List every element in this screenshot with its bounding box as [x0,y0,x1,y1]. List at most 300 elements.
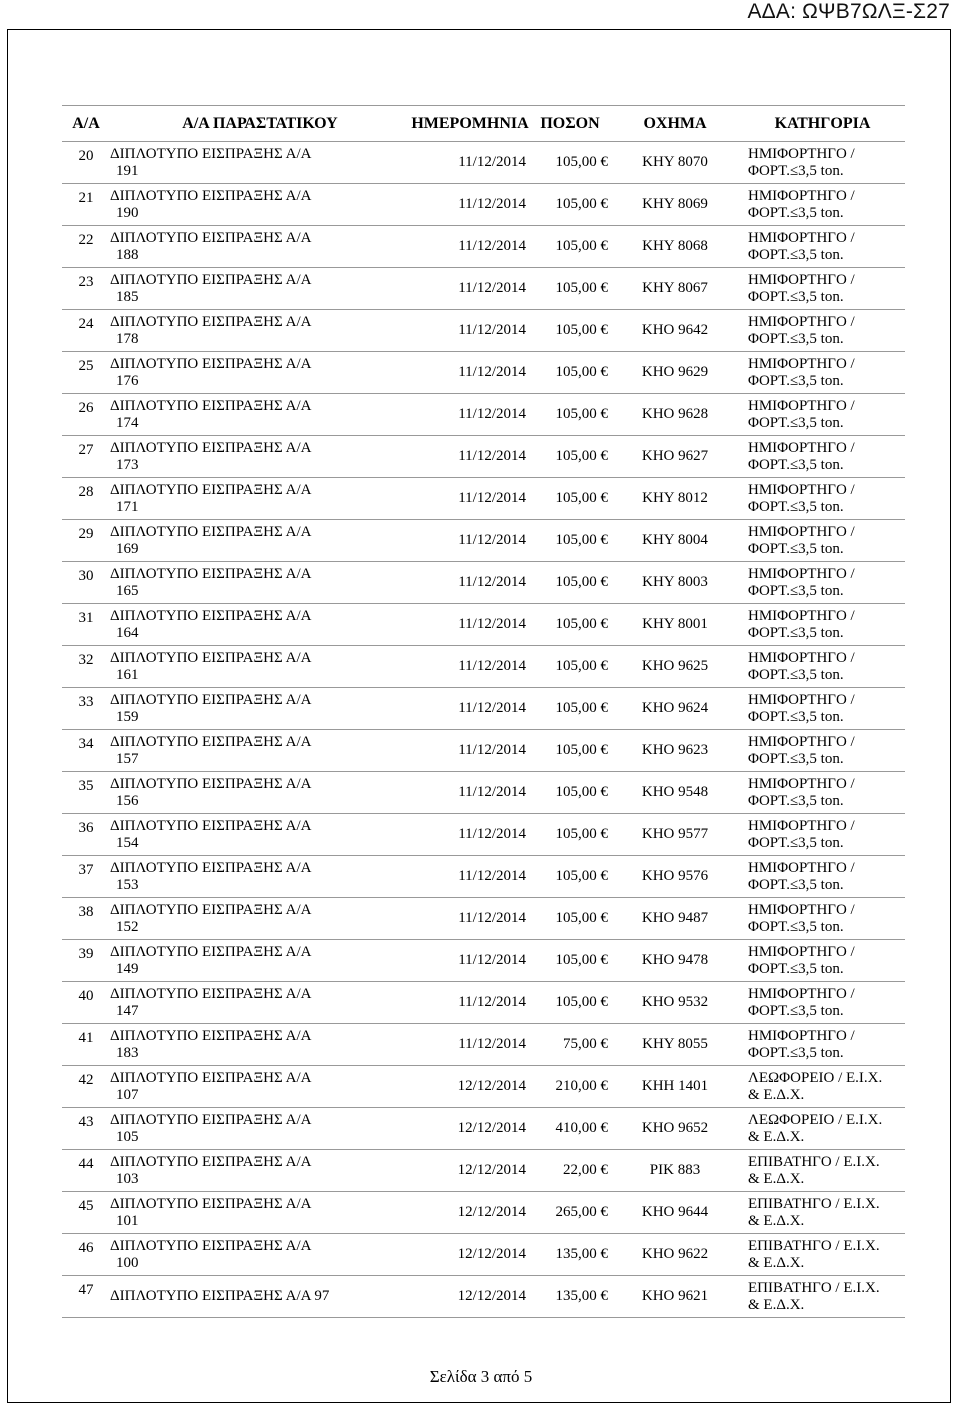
category-line2: ΦΟΡΤ.≤3,5 ton. [748,1002,844,1019]
category-line2: ΦΟΡΤ.≤3,5 ton. [748,918,844,935]
document-ref-number: 183 [116,1044,139,1061]
amount-cell: 105,00 € [555,490,608,506]
row-number-text: 33 [78,694,94,710]
date-cell: 11/12/2014 [458,1036,526,1052]
category-cell [740,1192,905,1234]
header-aa: Α/Α [62,106,110,142]
amount-cell: 105,00 € [555,364,608,380]
amount-cell: 105,00 € [555,154,608,170]
document-ref-line1: ΔΙΠΛΟΤΥΠΟ ΕΙΣΠΡΑΞΗΣ Α/Α [110,439,312,456]
category-line1: ΗΜΙΦΟΡΤΗΓΟ / [748,859,855,876]
category-line1: ΕΠΙΒΑΤΗΓΟ / Ε.Ι.Χ. [748,1153,880,1170]
document-ref [110,856,410,898]
category-line1: ΗΜΙΦΟΡΤΗΓΟ / [748,817,855,834]
document-ref-line1: ΔΙΠΛΟΤΥΠΟ ΕΙΣΠΡΑΞΗΣ Α/Α [110,733,312,750]
document-ref [110,940,410,982]
category-line1: ΗΜΙΦΟΡΤΗΓΟ / [748,271,855,288]
document-ref [110,1108,410,1150]
document-ref [110,898,410,940]
category-cell [740,982,905,1024]
category-line1: ΗΜΙΦΟΡΤΗΓΟ / [748,187,855,204]
amount-cell: 105,00 € [555,826,608,842]
document-ref [110,352,410,394]
category-line1: ΕΠΙΒΑΤΗΓΟ / Ε.Ι.Χ. [748,1237,880,1254]
document-ref-line1: ΔΙΠΛΟΤΥΠΟ ΕΙΣΠΡΑΞΗΣ Α/Α [110,649,312,666]
category-cell [740,730,905,772]
category-line2: ΦΟΡΤ.≤3,5 ton. [748,1044,844,1061]
table-row [62,1108,905,1150]
row-number-text: 32 [78,652,94,668]
row-number [62,814,110,856]
category-line1: ΗΜΙΦΟΡΤΗΓΟ / [748,355,855,372]
date-cell: 11/12/2014 [458,364,526,380]
table-row [62,772,905,814]
table-row [62,730,905,772]
vehicle-cell: ΚΗΥ 8069 [642,196,708,212]
category-line1: ΗΜΙΦΟΡΤΗΓΟ / [748,313,855,330]
document-ref-number: 154 [116,834,139,851]
date-cell: 11/12/2014 [458,406,526,422]
row-number [62,310,110,352]
header-date: ΗΜΕΡΟΜΗΝΙΑ [410,106,530,142]
category-line1: ΗΜΙΦΟΡΤΗΓΟ / [748,733,855,750]
amount-cell: 210,00 € [555,1078,608,1094]
vehicle-cell: ΚΗΗ 1401 [641,1078,709,1094]
vehicle-cell: ΚΗΥ 8001 [642,616,708,632]
amount-cell: 105,00 € [555,784,608,800]
amount-cell: 105,00 € [555,280,608,296]
vehicle-cell: ΚΗΟ 9652 [641,1120,709,1136]
category-line1: ΗΜΙΦΟΡΤΗΓΟ / [748,229,855,246]
row-number [62,1150,110,1192]
row-number-text: 40 [78,988,94,1004]
vehicle-cell: ΚΗΟ 9625 [641,658,709,674]
document-ref-line1: ΔΙΠΛΟΤΥΠΟ ΕΙΣΠΡΑΞΗΣ Α/Α [110,1153,312,1170]
document-ref-number: 164 [116,624,139,641]
document-ref-line1: ΔΙΠΛΟΤΥΠΟ ΕΙΣΠΡΑΞΗΣ Α/Α [110,565,312,582]
row-number [62,562,110,604]
row-number-text: 35 [78,778,94,794]
document-ref-number: 107 [116,1086,139,1103]
row-number [62,1234,110,1276]
document-ref-number: 171 [116,498,139,515]
row-number-text: 20 [78,148,94,164]
category-cell [740,646,905,688]
row-number-text: 41 [78,1030,94,1046]
document-ref-number: 152 [116,918,139,935]
date-cell: 12/12/2014 [457,1246,526,1262]
table-row [62,436,905,478]
category-cell [740,1234,905,1276]
row-number [62,1192,110,1234]
category-line2: ΦΟΡΤ.≤3,5 ton. [748,246,844,263]
amount-cell: 105,00 € [555,448,608,464]
row-number-text: 38 [78,904,94,920]
vehicle-cell: ΚΗΟ 9628 [641,406,709,422]
table-row [62,226,905,268]
category-line1: ΗΜΙΦΟΡΤΗΓΟ / [748,523,855,540]
header-category: ΚΑΤΗΓΟΡΙΑ [740,106,905,142]
document-ref-number: 159 [116,708,139,725]
amount-cell: 265,00 € [555,1204,608,1220]
row-number-text: 43 [78,1114,94,1130]
table-row [62,1192,905,1234]
category-cell [740,856,905,898]
date-cell: 12/12/2014 [457,1162,526,1178]
row-number-text: 42 [78,1072,94,1088]
table-row [62,1276,905,1318]
category-cell [740,688,905,730]
document-ref-number: 105 [116,1128,139,1145]
category-cell [740,184,905,226]
vehicle-cell: ΚΗΟ 9623 [641,742,709,758]
date-cell: 11/12/2014 [458,700,526,716]
document-ref-line1: ΔΙΠΛΟΤΥΠΟ ΕΙΣΠΡΑΞΗΣ Α/Α [110,1027,312,1044]
document-ref [110,1150,410,1192]
row-number-text: 47 [78,1282,94,1298]
category-line2: ΦΟΡΤ.≤3,5 ton. [748,330,844,347]
document-ref-line1: ΔΙΠΛΟΤΥΠΟ ΕΙΣΠΡΑΞΗΣ Α/Α [110,523,312,540]
row-number [62,436,110,478]
category-line2: ΦΟΡΤ.≤3,5 ton. [748,414,844,431]
document-ref-line1: ΔΙΠΛΟΤΥΠΟ ΕΙΣΠΡΑΞΗΣ Α/Α [110,817,312,834]
document-ref-line1: ΔΙΠΛΟΤΥΠΟ ΕΙΣΠΡΑΞΗΣ Α/Α [110,859,312,876]
vehicle-cell: ΚΗΟ 9627 [641,448,709,464]
category-cell [740,310,905,352]
category-cell [740,1024,905,1066]
row-number-text: 39 [78,946,94,962]
table-row [62,520,905,562]
table-row [62,184,905,226]
document-ref-number: 190 [116,204,139,221]
amount-cell: 410,00 € [555,1120,608,1136]
table-row [62,856,905,898]
category-line1: ΕΠΙΒΑΤΗΓΟ / Ε.Ι.Χ. [748,1195,880,1212]
category-cell [740,226,905,268]
category-line1: ΗΜΙΦΟΡΤΗΓΟ / [748,901,855,918]
document-ref-number: 161 [116,666,139,683]
document-ref: ΔΙΠΛΟΤΥΠΟ ΕΙΣΠΡΑΞΗΣ Α/Α 97 [110,1288,330,1304]
amount-cell: 135,00 € [555,1288,608,1304]
category-line1: ΗΜΙΦΟΡΤΗΓΟ / [748,943,855,960]
row-number-text: 34 [78,736,94,752]
document-ref [110,1192,410,1234]
row-number-text: 23 [78,274,94,290]
category-line2: ΦΟΡΤ.≤3,5 ton. [748,498,844,515]
document-ref [110,562,410,604]
category-line2: ΦΟΡΤ.≤3,5 ton. [748,540,844,557]
vehicle-cell: ΚΗΟ 9478 [641,952,709,968]
document-ref-number: 149 [116,960,139,977]
category-cell [740,394,905,436]
payments-table [62,105,905,1318]
row-number [62,184,110,226]
category-line1: ΗΜΙΦΟΡΤΗΓΟ / [748,1027,855,1044]
category-cell [740,1108,905,1150]
table-row [62,982,905,1024]
document-ref-line1: ΔΙΠΛΟΤΥΠΟ ΕΙΣΠΡΑΞΗΣ Α/Α [110,691,312,708]
category-line1: ΗΜΙΦΟΡΤΗΓΟ / [748,565,855,582]
document-ref [110,226,410,268]
document-ref [110,1066,410,1108]
row-number [62,352,110,394]
category-line2: ΦΟΡΤ.≤3,5 ton. [748,582,844,599]
vehicle-cell: ΡΙΚ 883 [649,1162,701,1178]
category-cell [740,898,905,940]
category-line1: ΗΜΙΦΟΡΤΗΓΟ / [748,397,855,414]
table-row [62,310,905,352]
document-ref-number: 100 [116,1254,139,1271]
category-line2: ΦΟΡΤ.≤3,5 ton. [748,960,844,977]
amount-cell: 105,00 € [555,952,608,968]
category-line2: & Ε.Δ.Χ. [748,1086,805,1103]
document-ref-line1: ΔΙΠΛΟΤΥΠΟ ΕΙΣΠΡΑΞΗΣ Α/Α [110,1111,312,1128]
document-ref [110,982,410,1024]
amount-cell: 105,00 € [555,616,608,632]
vehicle-cell: ΚΗΥ 8003 [642,574,708,590]
category-line2: ΦΟΡΤ.≤3,5 ton. [748,666,844,683]
row-number [62,898,110,940]
row-number [62,730,110,772]
date-cell: 12/12/2014 [457,1288,526,1304]
row-number-text: 29 [78,526,94,542]
table-row [62,1234,905,1276]
category-line2: ΦΟΡΤ.≤3,5 ton. [748,162,844,179]
header-amount: ΠΟΣΟΝ [530,106,610,142]
date-cell: 11/12/2014 [458,826,526,842]
category-line1: ΛΕΩΦΟΡΕΙΟ / Ε.Ι.Χ. [748,1069,883,1086]
category-line1: ΕΠΙΒΑΤΗΓΟ / Ε.Ι.Χ. [748,1279,880,1296]
category-line2: & Ε.Δ.Χ. [748,1170,805,1187]
category-line1: ΛΕΩΦΟΡΕΙΟ / Ε.Ι.Χ. [748,1111,883,1128]
date-cell: 11/12/2014 [458,490,526,506]
document-ref [110,646,410,688]
vehicle-cell: ΚΗΥ 8004 [642,532,708,548]
row-number [62,772,110,814]
category-line1: ΗΜΙΦΟΡΤΗΓΟ / [748,439,855,456]
document-ref-line1: ΔΙΠΛΟΤΥΠΟ ΕΙΣΠΡΑΞΗΣ Α/Α [110,355,312,372]
amount-cell: 22,00 € [563,1162,608,1178]
category-line2: ΦΟΡΤ.≤3,5 ton. [748,456,844,473]
document-ref [110,310,410,352]
category-line2: & Ε.Δ.Χ. [748,1212,805,1229]
document-ref-line1: ΔΙΠΛΟΤΥΠΟ ΕΙΣΠΡΑΞΗΣ Α/Α [110,1069,312,1086]
category-cell [740,520,905,562]
row-number [62,394,110,436]
document-ref [110,730,410,772]
document-ref-number: 153 [116,876,139,893]
row-number [62,478,110,520]
category-line1: ΗΜΙΦΟΡΤΗΓΟ / [748,691,855,708]
category-line1: ΗΜΙΦΟΡΤΗΓΟ / [748,481,855,498]
vehicle-cell: ΚΗΥ 8067 [642,280,708,296]
table-row [62,688,905,730]
vehicle-cell: ΚΗΟ 9532 [641,994,709,1010]
category-line2: ΦΟΡΤ.≤3,5 ton. [748,876,844,893]
document-ref-line1: ΔΙΠΛΟΤΥΠΟ ΕΙΣΠΡΑΞΗΣ Α/Α [110,397,312,414]
date-cell: 11/12/2014 [458,322,526,338]
header-vehicle: ΟΧΗΜΑ [610,106,740,142]
table-row [62,562,905,604]
document-ref-number: 165 [116,582,139,599]
amount-cell: 105,00 € [555,406,608,422]
category-cell [740,1150,905,1192]
table-header-row [62,106,905,142]
amount-cell: 105,00 € [555,910,608,926]
category-cell [740,562,905,604]
category-cell [740,814,905,856]
amount-cell: 105,00 € [555,238,608,254]
vehicle-cell: ΚΗΟ 9548 [641,784,709,800]
table-row [62,604,905,646]
document-ref [110,604,410,646]
ada-code: ΑΔΑ: ΩΨΒ7ΩΛΞ-Σ27 [747,0,950,23]
table-row [62,1066,905,1108]
row-number-text: 37 [78,862,94,878]
category-line2: ΦΟΡΤ.≤3,5 ton. [748,288,844,305]
vehicle-cell: ΚΗΟ 9624 [641,700,709,716]
vehicle-cell: ΚΗΟ 9487 [641,910,709,926]
category-cell [740,352,905,394]
document-ref [110,394,410,436]
date-cell: 11/12/2014 [458,238,526,254]
document-ref-line1: ΔΙΠΛΟΤΥΠΟ ΕΙΣΠΡΑΞΗΣ Α/Α [110,985,312,1002]
row-number-text: 36 [78,820,94,836]
category-line2: & Ε.Δ.Χ. [748,1128,805,1145]
document-ref-line1: ΔΙΠΛΟΤΥΠΟ ΕΙΣΠΡΑΞΗΣ Α/Α [110,145,312,162]
table-row [62,1024,905,1066]
page-number: Σελίδα 3 από 5 [429,1367,533,1386]
document-ref [110,184,410,226]
row-number [62,604,110,646]
date-cell: 11/12/2014 [458,154,526,170]
document-ref-number: 185 [116,288,139,305]
category-cell [740,436,905,478]
document-ref-number: 188 [116,246,139,263]
vehicle-cell: ΚΗΟ 9629 [641,364,709,380]
date-cell: 11/12/2014 [458,742,526,758]
document-ref [110,520,410,562]
row-number-text: 24 [78,316,94,332]
document-ref-line1: ΔΙΠΛΟΤΥΠΟ ΕΙΣΠΡΑΞΗΣ Α/Α [110,271,312,288]
document-ref [110,1234,410,1276]
date-cell: 11/12/2014 [458,532,526,548]
table-row [62,646,905,688]
date-cell: 11/12/2014 [458,196,526,212]
amount-cell: 135,00 € [555,1246,608,1262]
document-ref [110,772,410,814]
date-cell: 11/12/2014 [458,616,526,632]
amount-cell: 105,00 € [555,742,608,758]
category-line2: & Ε.Δ.Χ. [748,1254,805,1271]
row-number [62,520,110,562]
amount-cell: 105,00 € [555,196,608,212]
row-number [62,1066,110,1108]
document-ref-number: 169 [116,540,139,557]
vehicle-cell: ΚΗΥ 8055 [642,1036,708,1052]
table-row [62,394,905,436]
vehicle-cell: ΚΗΟ 9622 [641,1246,709,1262]
category-line1: ΗΜΙΦΟΡΤΗΓΟ / [748,985,855,1002]
document-ref-number: 174 [116,414,139,431]
vehicle-cell: ΚΗΟ 9644 [641,1204,709,1220]
document-ref [110,1024,410,1066]
category-line2: ΦΟΡΤ.≤3,5 ton. [748,834,844,851]
vehicle-cell: ΚΗΥ 8070 [642,154,708,170]
document-ref-number: 191 [116,162,139,179]
row-number [62,268,110,310]
amount-cell: 105,00 € [555,868,608,884]
document-ref [110,436,410,478]
row-number-text: 21 [78,190,94,206]
table-row [62,940,905,982]
category-line2: ΦΟΡΤ.≤3,5 ton. [748,204,844,221]
document-ref-number: 156 [116,792,139,809]
vehicle-cell: ΚΗΥ 8012 [642,490,708,506]
document-ref-number: 176 [116,372,139,389]
category-cell [740,478,905,520]
vehicle-cell: ΚΗΟ 9577 [641,826,709,842]
document-ref-line1: ΔΙΠΛΟΤΥΠΟ ΕΙΣΠΡΑΞΗΣ Α/Α [110,607,312,624]
date-cell: 11/12/2014 [458,994,526,1010]
document-ref-line1: ΔΙΠΛΟΤΥΠΟ ΕΙΣΠΡΑΞΗΣ Α/Α [110,943,312,960]
document-ref-line1: ΔΙΠΛΟΤΥΠΟ ΕΙΣΠΡΑΞΗΣ Α/Α [110,313,312,330]
document-ref-line1: ΔΙΠΛΟΤΥΠΟ ΕΙΣΠΡΑΞΗΣ Α/Α [110,775,312,792]
amount-cell: 105,00 € [555,532,608,548]
row-number [62,940,110,982]
category-cell [740,604,905,646]
document-ref [110,688,410,730]
category-line2: ΦΟΡΤ.≤3,5 ton. [748,708,844,725]
row-number [62,688,110,730]
row-number-text: 22 [78,232,94,248]
table-row [62,898,905,940]
category-cell [740,1276,905,1318]
row-number-text: 30 [78,568,94,584]
document-ref-line1: ΔΙΠΛΟΤΥΠΟ ΕΙΣΠΡΑΞΗΣ Α/Α [110,1195,312,1212]
table-row [62,478,905,520]
date-cell: 12/12/2014 [457,1204,526,1220]
row-number-text: 45 [78,1198,94,1214]
category-cell [740,1066,905,1108]
table-body [62,142,905,1318]
category-line1: ΗΜΙΦΟΡΤΗΓΟ / [748,649,855,666]
row-number-text: 44 [78,1156,94,1172]
vehicle-cell: ΚΗΟ 9621 [641,1288,709,1304]
date-cell: 11/12/2014 [458,952,526,968]
document-ref [110,478,410,520]
date-cell: 11/12/2014 [458,784,526,800]
document-ref-line1: ΔΙΠΛΟΤΥΠΟ ΕΙΣΠΡΑΞΗΣ Α/Α [110,229,312,246]
row-number-text: 27 [78,442,94,458]
document-ref-line1: ΔΙΠΛΟΤΥΠΟ ΕΙΣΠΡΑΞΗΣ Α/Α [110,481,312,498]
category-line2: ΦΟΡΤ.≤3,5 ton. [748,624,844,641]
amount-cell: 75,00 € [563,1036,608,1052]
row-number [62,1108,110,1150]
document-ref-number: 147 [116,1002,139,1019]
amount-cell: 105,00 € [555,700,608,716]
document-ref-number: 101 [116,1212,139,1229]
category-line1: ΗΜΙΦΟΡΤΗΓΟ / [748,607,855,624]
table-row [62,142,905,184]
amount-cell: 105,00 € [555,994,608,1010]
document-ref-number: 173 [116,456,139,473]
category-line2: ΦΟΡΤ.≤3,5 ton. [748,372,844,389]
row-number [62,1024,110,1066]
date-cell: 11/12/2014 [458,574,526,590]
category-line2: ΦΟΡΤ.≤3,5 ton. [748,792,844,809]
table-row [62,814,905,856]
